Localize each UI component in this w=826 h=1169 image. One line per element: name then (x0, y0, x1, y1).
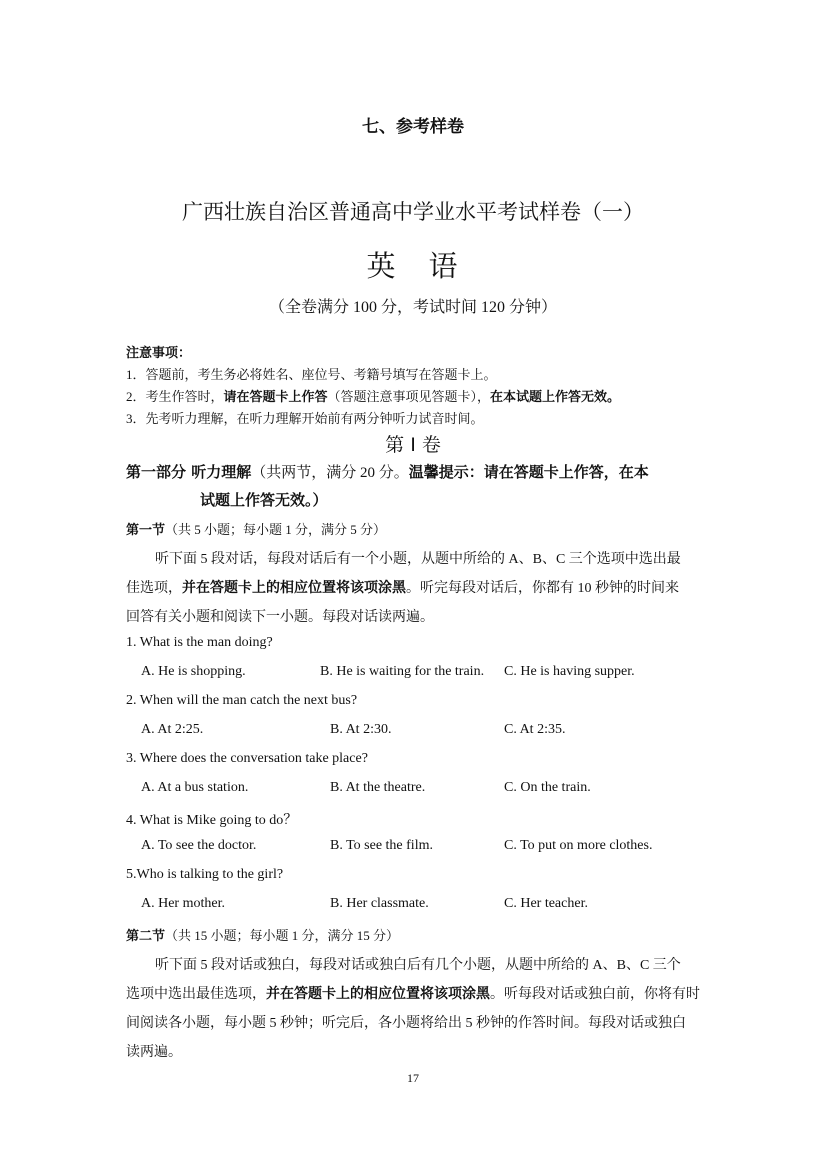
section1-instructions-line3: 回答有关小题和阅读下一小题。每段对话读两遍。 (126, 610, 434, 625)
q3-option-a: A. At a bus station. (141, 780, 249, 795)
subject-title: 英 语 (366, 249, 460, 283)
notice-item-2 (126, 386, 620, 405)
section2-instructions-line4: 读两遍。 (126, 1045, 182, 1060)
part1-title-line2: 试题上作答无效。） (200, 491, 328, 509)
notice-item-2-paren: （答题注意事项见答题卡）， (327, 389, 491, 404)
section2-line2-text: 选项中选出最佳选项， (126, 987, 266, 1002)
q1-option-a: A. He is shopping. (141, 664, 246, 679)
q1-option-c: C. He is having supper. (504, 664, 635, 679)
section2-title-main: 第二节 (126, 929, 166, 944)
section2-title-scoring: （共 15 小题；每小题 1 分，满分 15 分） (165, 928, 400, 943)
section1-title-scoring: （共 5 小题；每小题 1 分，满分 5 分） (165, 522, 387, 537)
q2-option-c: C. At 2:35. (504, 722, 566, 737)
section1-instructions-line1: 听下面 5 段对话，每段对话后有一个小题，从题中所给的 A、B、C 三个选项中选出最 (155, 552, 681, 567)
score-note: （全卷满分 100 分，考试时间 120 分钟） (268, 299, 557, 316)
section2-line2-emphasis: 并在答题卡上的相应位置将该项涂黑 (266, 986, 490, 1002)
volume-title: 第 I 卷 (385, 434, 441, 456)
section1-title-main: 第一节 (126, 523, 166, 538)
question-2: 2. When will the man catch the next bus? (126, 693, 358, 708)
section2-title (126, 925, 399, 944)
q3-option-b: B. At the theatre. (330, 780, 426, 795)
q2-option-b: B. At 2:30. (330, 722, 392, 737)
section2-instructions-line2 (126, 983, 700, 1003)
section1-line2-emphasis: 并在答题卡上的相应位置将该项涂黑 (182, 580, 406, 596)
question-4: 4. What is Mike going to do？ (126, 813, 298, 828)
notice-heading: 注意事项： (126, 346, 192, 361)
paper-title: 广西壮族自治区普通高中学业水平考试样卷（一） (182, 200, 644, 224)
notice-item-1: 1．答题前，考生务必将姓名、座位号、考籍号填写在答题卡上。 (126, 367, 497, 382)
q1-option-b: B. He is waiting for the train. (320, 664, 485, 679)
section2-line2-rest: 。听每段对话或独白前，你将有时 (490, 987, 700, 1002)
part1-title-main: 第一部分 听力理解 (126, 463, 252, 481)
section2-instructions-line3: 间阅读各小题，每小题 5 秒钟；听完后，各小题将给出 5 秒钟的作答时间。每段对话或独白 (126, 1016, 686, 1031)
q5-option-a: A. Her mother. (141, 896, 225, 911)
notice-item-3: 3．先考听力理解，在听力理解开始前有两分钟听力试音时间。 (126, 411, 484, 426)
q5-option-c: C. Her teacher. (504, 896, 588, 911)
q2-option-a: A. At 2:25. (141, 722, 204, 737)
notice-item-2-warning: 在本试题上作答无效。 (490, 390, 621, 405)
question-5: 5.Who is talking to the girl? (126, 867, 284, 882)
notice-item-2-emphasis: 请在答题卡上作答 (223, 390, 328, 405)
section1-line2-text: 佳选项， (126, 581, 182, 596)
q5-option-b: B. Her classmate. (330, 896, 429, 911)
section1-title (126, 519, 386, 538)
q3-option-c: C. On the train. (504, 780, 591, 795)
section1-line2-rest: 。听完每段对话后，你都有 10 秒钟的时间来 (406, 581, 679, 596)
q4-option-b: B. To see the film. (330, 838, 433, 853)
part1-title (126, 461, 649, 482)
notice-item-2-text: 2．考生作答时， (126, 389, 224, 404)
question-3: 3. Where does the conversation take place? (126, 751, 368, 766)
section2-instructions-line1: 听下面 5 段对话或独白，每段对话或独白后有几个小题，从题中所给的 A、B、C 三个 (155, 958, 681, 973)
q4-option-a: A. To see the doctor. (141, 838, 257, 853)
part1-title-reminder: 温馨提示：请在答题卡上作答，在本 (408, 463, 649, 481)
part1-title-scoring: （共两节，满分 20 分。 (251, 465, 409, 481)
section1-instructions-line2 (126, 577, 679, 597)
page-number: 17 (407, 1071, 419, 1085)
q4-option-c: C. To put on more clothes. (504, 838, 653, 853)
question-1: 1. What is the man doing? (126, 635, 273, 650)
section-heading: 七、参考样卷 (362, 117, 464, 137)
